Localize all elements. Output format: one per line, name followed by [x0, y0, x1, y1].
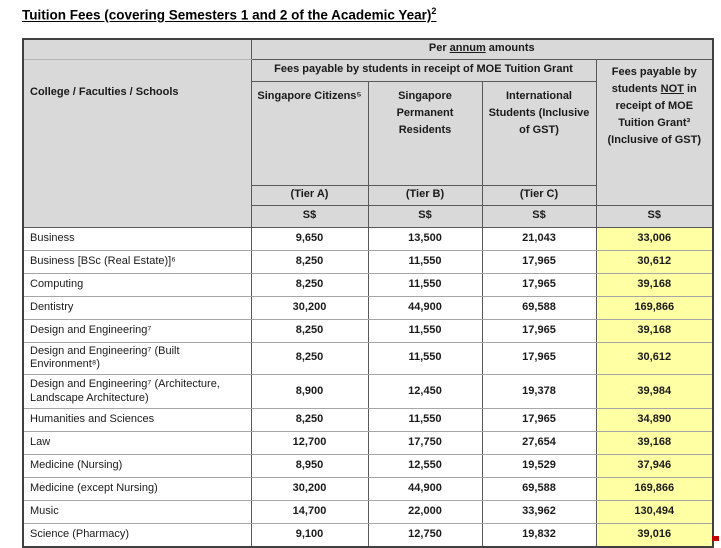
fee-no-grant: 39,168 [596, 319, 713, 342]
fee-tier-a: 12,700 [251, 432, 368, 455]
table-row [23, 342, 713, 375]
fee-tier-b: 12,750 [368, 524, 482, 547]
fee-tier-c: 69,588 [482, 478, 596, 501]
fee-tier-a: 8,250 [251, 250, 368, 273]
table-row [23, 319, 713, 342]
fee-tier-b: 12,550 [368, 455, 482, 478]
no-grant-header-gst: (Inclusive of GST) [607, 133, 702, 146]
row-name: Law [23, 432, 251, 455]
row-name: Design and Engineering⁷ (Built Environment⁸) [23, 342, 251, 375]
fee-tier-c: 17,965 [482, 250, 596, 273]
fee-tier-a: 8,900 [251, 375, 368, 409]
fee-no-grant: 34,890 [596, 409, 713, 432]
page-title-text: Tuition Fees (covering Semesters 1 and 2 of the Academic Year) [22, 7, 432, 23]
fee-no-grant: 30,612 [596, 250, 713, 273]
fee-tier-b: 22,000 [368, 501, 482, 524]
table-row [23, 432, 713, 455]
corner-cell [23, 39, 251, 59]
table-row [23, 455, 713, 478]
fee-no-grant: 33,006 [596, 227, 713, 250]
fee-no-grant: 39,168 [596, 432, 713, 455]
fee-no-grant: 37,946 [596, 455, 713, 478]
table-row [23, 501, 713, 524]
fee-tier-b: 11,550 [368, 250, 482, 273]
page-title [22, 6, 436, 23]
row-name: Business [23, 227, 251, 250]
fee-tier-c: 19,832 [482, 524, 596, 547]
table-row [23, 478, 713, 501]
currency-label: S$ [368, 205, 482, 227]
stray-red-mark [712, 536, 719, 541]
row-name: Design and Engineering⁷ [23, 319, 251, 342]
fee-no-grant: 130,494 [596, 501, 713, 524]
fee-tier-c: 19,378 [482, 375, 596, 409]
fee-tier-a: 8,950 [251, 455, 368, 478]
fee-no-grant: 39,984 [596, 375, 713, 409]
table-row [23, 250, 713, 273]
row-name: Computing [23, 273, 251, 296]
table-row [23, 524, 713, 547]
table-row [23, 227, 713, 250]
intl-students-header: International Students (Inclusive of GST) [482, 81, 596, 185]
row-name: Medicine (except Nursing) [23, 478, 251, 501]
fee-tier-a: 9,650 [251, 227, 368, 250]
fee-tier-b: 17,750 [368, 432, 482, 455]
row-name: Design and Engineering⁷ (Architecture, Landscape Architecture) [23, 375, 251, 409]
fee-tier-a: 30,200 [251, 296, 368, 319]
fee-tier-a: 8,250 [251, 319, 368, 342]
fee-tier-b: 11,550 [368, 273, 482, 296]
fee-no-grant: 39,016 [596, 524, 713, 547]
college-header: College / Faculties / Schools [23, 59, 251, 227]
page-title-footnote: 2 [431, 6, 437, 16]
fee-tier-a: 8,250 [251, 409, 368, 432]
fee-no-grant: 39,168 [596, 273, 713, 296]
no-grant-header: Fees payable by students NOT in receipt of MOE Tuition Grant³ (Inclusive of GST) [596, 59, 713, 205]
fee-tier-c: 21,043 [482, 227, 596, 250]
header-row-grant-groups [23, 59, 713, 81]
fee-tier-a: 8,250 [251, 342, 368, 375]
currency-label: S$ [251, 205, 368, 227]
row-name: Humanities and Sciences [23, 409, 251, 432]
fee-tier-b: 44,900 [368, 478, 482, 501]
tuition-fees-table [22, 38, 714, 548]
fee-tier-c: 33,962 [482, 501, 596, 524]
fee-no-grant: 169,866 [596, 296, 713, 319]
fee-tier-b: 13,500 [368, 227, 482, 250]
row-name: Music [23, 501, 251, 524]
header-row-per-annum [23, 39, 713, 59]
tier-b-label: (Tier B) [368, 185, 482, 205]
fee-tier-a: 8,250 [251, 273, 368, 296]
per-annum-header: Per annum amounts [251, 39, 713, 59]
tier-c-label: (Tier C) [482, 185, 596, 205]
fee-tier-c: 17,965 [482, 319, 596, 342]
row-name: Dentistry [23, 296, 251, 319]
fee-tier-a: 9,100 [251, 524, 368, 547]
fee-tier-a: 30,200 [251, 478, 368, 501]
table-row [23, 375, 713, 409]
table-row [23, 296, 713, 319]
fee-tier-b: 11,550 [368, 319, 482, 342]
fee-no-grant: 169,866 [596, 478, 713, 501]
fee-tier-b: 44,900 [368, 296, 482, 319]
row-name: Business [BSc (Real Estate)]⁶ [23, 250, 251, 273]
fee-tier-c: 27,654 [482, 432, 596, 455]
fee-no-grant: 30,612 [596, 342, 713, 375]
fee-tier-a: 14,700 [251, 501, 368, 524]
fee-tier-c: 69,588 [482, 296, 596, 319]
row-name: Science (Pharmacy) [23, 524, 251, 547]
fee-tier-b: 12,450 [368, 375, 482, 409]
fee-tier-b: 11,550 [368, 342, 482, 375]
sg-pr-header: Singapore Permanent Residents [368, 81, 482, 185]
fee-tier-c: 17,965 [482, 273, 596, 296]
sg-citizens-header: Singapore Citizens⁵ [251, 81, 368, 185]
fee-tier-b: 11,550 [368, 409, 482, 432]
table-row [23, 409, 713, 432]
moe-grant-group-header: Fees payable by students in receipt of MOE Tuition Grant [251, 59, 596, 81]
currency-label: S$ [596, 205, 713, 227]
fee-tier-c: 17,965 [482, 409, 596, 432]
row-name: Medicine (Nursing) [23, 455, 251, 478]
currency-label: S$ [482, 205, 596, 227]
tier-a-label: (Tier A) [251, 185, 368, 205]
table-row [23, 273, 713, 296]
fee-tier-c: 19,529 [482, 455, 596, 478]
fee-tier-c: 17,965 [482, 342, 596, 375]
